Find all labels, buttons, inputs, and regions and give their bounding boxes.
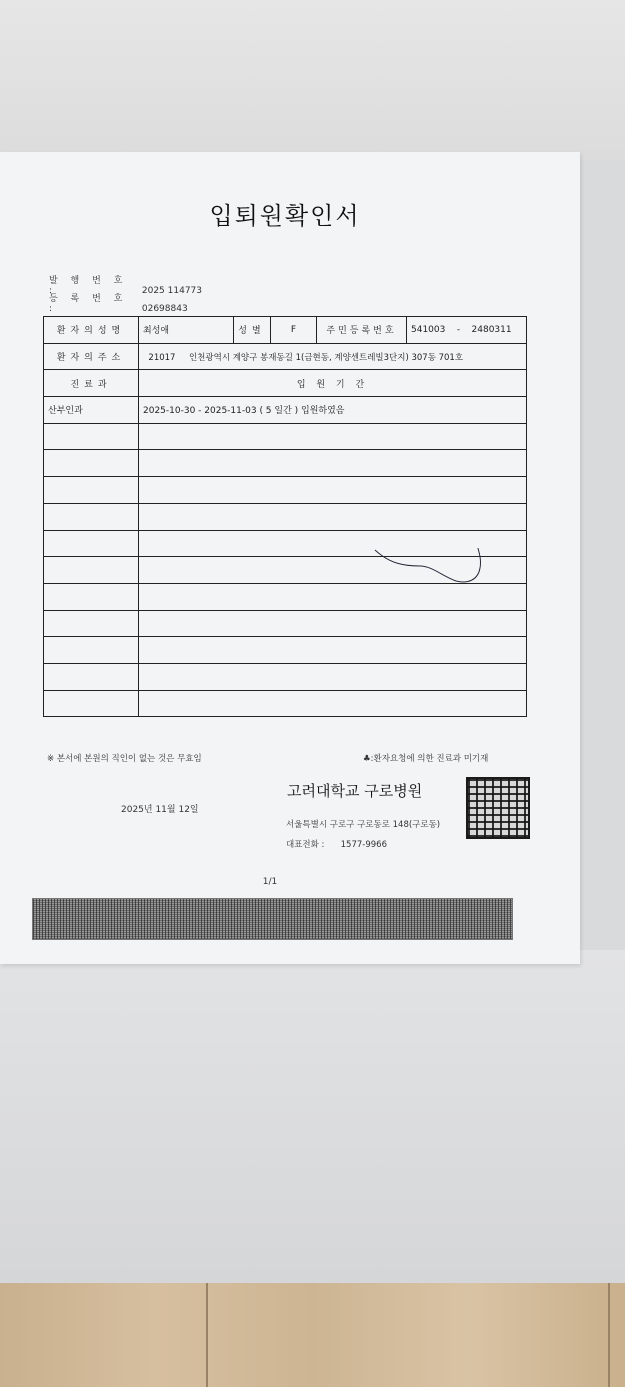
hospital-address: 서울특별시 구로구 구로동로 148(구로동) [286, 820, 441, 830]
admission-table [43, 316, 527, 717]
wooden-floor [0, 1283, 625, 1387]
issue-number-label: 발 행 번 호 : [49, 276, 128, 296]
background-top [0, 0, 625, 160]
phone-number: 1577-9966 [340, 840, 387, 850]
empty-row [44, 610, 527, 637]
rrn-label: 주민등록번호 [317, 317, 407, 344]
issue-date: 2025년 11월 12일 [121, 805, 199, 815]
empty-row [44, 637, 527, 664]
background-bottom [0, 950, 625, 1285]
registration-number: 02698843 [141, 304, 188, 314]
floor-seam [608, 1283, 610, 1387]
official-seal [466, 777, 530, 839]
rrn-back: 2480311 [471, 324, 512, 335]
validity-note: ※ 본서에 본원의 직인이 없는 것은 무효임 [47, 754, 202, 764]
period-header: 입 원 기 간 [139, 370, 527, 397]
barcode-strip [32, 898, 513, 940]
header-row [44, 370, 527, 397]
sex-label: 성별 [234, 317, 271, 344]
registration-number-label: 등 록 번 호 : [49, 294, 128, 314]
department-note: ♣:환자요청에 의한 진료과 미기재 [363, 754, 489, 764]
empty-row [44, 423, 527, 450]
patient-name-row [44, 317, 527, 344]
document-title: 입퇴원확인서 [209, 202, 361, 230]
hospital-name: 고려대학교 구로병원 [287, 782, 423, 800]
patient-name: 최성애 [139, 317, 234, 344]
postcode: 21017 [148, 352, 176, 363]
admission-period: 2025-10-30 - 2025-11-03 ( 5 일간 ) 입원하였음 [139, 397, 527, 424]
phone-row [286, 838, 387, 850]
empty-row [44, 690, 527, 717]
patient-address-row [44, 343, 527, 370]
address-cell [139, 343, 527, 370]
floor-seam [206, 1283, 208, 1387]
page-number: 1/1 [262, 877, 278, 887]
rrn-front: 541003 [411, 324, 446, 335]
patient-address: 인천광역시 계양구 봉재동길 1(금현동, 계양센트레빌3단지) 307동 701호 [188, 352, 464, 363]
rrn-separator: - [456, 324, 461, 335]
empty-row [44, 450, 527, 477]
pen-scribble [370, 544, 490, 588]
department-header: 진료과 [44, 370, 139, 397]
empty-row [44, 663, 527, 690]
registration-number-row [49, 291, 188, 314]
name-label: 환자의성명 [44, 317, 139, 344]
department: 산부인과 [44, 397, 139, 424]
empty-row [44, 503, 527, 530]
empty-row [44, 477, 527, 504]
table-row [44, 397, 527, 424]
issue-number: 2025 114773 [141, 286, 202, 296]
patient-sex: F [271, 317, 317, 344]
address-label: 환자의주소 [44, 343, 139, 370]
rrn-cell [407, 317, 527, 344]
phone-label: 대표전화 : [286, 840, 325, 850]
